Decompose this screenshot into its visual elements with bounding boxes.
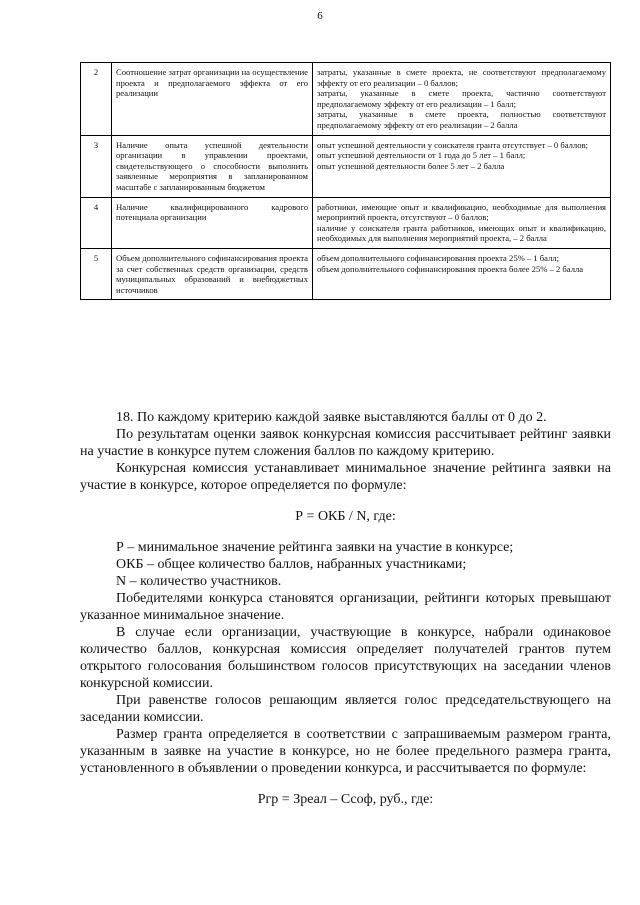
document-body (80, 409, 611, 822)
paragraph-rating: По результатам оценки заявок конкурсная комиссия рассчитывает рейтинг заявки на участие в конкурсе путем сложения баллов по каждому критерию. (80, 427, 611, 459)
score-line: затраты, указанные в смете проекта, не соответствуют предполагаемому эффекту от его реализации – 0 баллов; (317, 67, 606, 88)
criterion-number: 5 (81, 248, 112, 299)
table-row (81, 135, 611, 197)
criterion-name: Соотношение затрат организации на осуществление проекта и предполагаемого эффекта от его реализации (112, 63, 313, 136)
paragraph-equal-score: В случае если организации, участвующие в конкурсе, набрали одинаковое количество баллов, конкурсная комиссия определяет получателей грантов путем открытого голосования большинством голосов присутствующих на заседании членов конкурсной комиссии. (80, 625, 611, 691)
paragraph-vote: При равенстве голосов решающим является голос председательствующего на заседании комиссии. (80, 693, 611, 725)
score-line: затраты, указанные в смете проекта, частично соответствуют предполагаемому эффекту от его реализации – 1 балл; (317, 88, 606, 109)
criterion-number: 3 (81, 135, 112, 197)
definition-p: Р – минимальное значение рейтинга заявки на участие в конкурсе; (116, 540, 514, 555)
criterion-scores (313, 248, 611, 299)
criterion-number: 4 (81, 197, 112, 248)
paragraph-18: 18. По каждому критерию каждой заявке выставляются баллы от 0 до 2. (116, 410, 547, 425)
criterion-name: Наличие опыта успешной деятельности организации в управлении проектами, свидетельствующего о способности выполнить заявленные мероприятия в запланированном масштабе с запланированным бюджетом (112, 135, 313, 197)
table-row (81, 248, 611, 299)
score-line: опыт успешной деятельности у соискателя гранта отсутствует – 0 баллов; (317, 139, 588, 150)
paragraph-winners: Победителями конкурса становятся организации, рейтинги которых превышают указанное минимальное значение. (80, 591, 611, 623)
formula-rating: Р = ОКБ / N, где: (295, 509, 396, 524)
score-line: опыт успешной деятельности от 1 года до 5 лет – 1 балл; (317, 150, 526, 161)
table-row (81, 63, 611, 136)
score-line: работники, имеющие опыт и квалификацию, необходимые для выполнения мероприятий проекта, отсутствуют – 0 баллов; (317, 201, 606, 223)
page-number: 6 (317, 10, 323, 22)
criterion-scores (313, 197, 611, 248)
score-line: опыт успешной деятельности более 5 лет – 2 балла (317, 160, 505, 171)
score-line: объем дополнительного софинансирования проекта 25% – 1 балл; (317, 252, 560, 263)
formula-grant: Ргр = Зреал – Ссоф, руб., где: (257, 792, 434, 807)
paragraph-min-rating: Конкурсная комиссия устанавливает минимальное значение рейтинга заявки на участие в конкурсе, которое определяется по формуле: (80, 461, 611, 493)
criteria-table (80, 62, 611, 300)
score-line: объем дополнительного софинансирования проекта более 25% – 2 балла (317, 263, 584, 274)
table-row (81, 197, 611, 248)
criterion-name: Объем дополнительного софинансирования проекта за счет собственных средств организации, средств муниципальных образований и внебюджетных источников (112, 248, 313, 299)
criterion-name: Наличие квалифицированного кадрового потенциала организации (112, 197, 313, 248)
definition-n: N – количество участников. (116, 574, 282, 589)
paragraph-grant-size: Размер гранта определяется в соответствии с запрашиваемым размером гранта, указанным в заявке на участие в конкурсе, но не более предельного размера гранта, установленного в объявлении о проведении конкурса, и рассчитывается по формуле: (80, 727, 611, 776)
criterion-number: 2 (81, 63, 112, 136)
score-line: затраты, указанные в смете проекта, полностью соответствуют предполагаемому эффекту от его реализации – 2 балла (317, 109, 606, 130)
definition-okb: ОКБ – общее количество баллов, набранных участниками; (116, 557, 467, 572)
criterion-scores (313, 135, 611, 197)
score-line: наличие у соискателя гранта работников, имеющих опыт и квалификацию, необходимых для выполнения мероприятий проекта, – 2 балла (317, 222, 606, 244)
criterion-scores (313, 63, 611, 136)
